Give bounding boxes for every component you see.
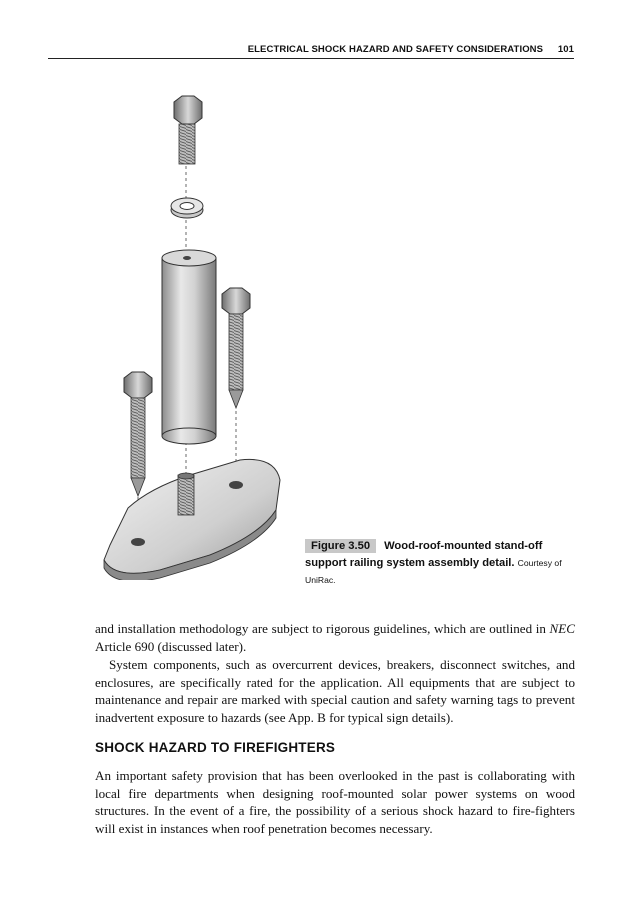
page-number: 101 bbox=[557, 44, 574, 55]
figure-number: Figure 3.50 bbox=[305, 539, 376, 553]
running-title: ELECTRICAL SHOCK HAZARD AND SAFETY CONSIDERATIONS bbox=[247, 44, 544, 55]
p1-text-end: Article 690 (discussed later). bbox=[95, 638, 247, 654]
standoff-cylinder bbox=[162, 250, 216, 444]
figure-title: Wood-roof-mounted stand-off support railing system assembly detail. bbox=[305, 540, 543, 569]
top-hex-bolt bbox=[174, 96, 202, 164]
header-rule bbox=[48, 58, 574, 59]
nec-reference: NEC bbox=[549, 621, 575, 636]
section-heading: SHOCK HAZARD TO FIREFIGHTERS bbox=[95, 740, 336, 755]
left-lag-screw bbox=[124, 372, 152, 496]
figure-credit: Courtesy of UniRac. bbox=[305, 558, 562, 585]
body-paragraph-2: System components, such as overcurrent devices, breakers, disconnect switches, and enclosures, are specifically rated for the application. All equipments that are subject to maintenance and repair are marked with special caution and safety warning tags to prevent inadvertent exposure to hazards (see App. B for typical sign details). bbox=[95, 657, 575, 725]
p1-text-start: and installation methodology are subject to rigorous guidelines, which are outlined in bbox=[95, 621, 550, 636]
standoff-assembly-illustration bbox=[90, 90, 300, 580]
lock-washer bbox=[171, 198, 203, 218]
figure-caption bbox=[305, 538, 575, 589]
body-paragraph-1 bbox=[95, 620, 575, 655]
running-header bbox=[48, 44, 574, 55]
body-paragraph-3: An important safety provision that has been overlooked in the past is collaborating with local fire departments when designing roof-mounted solar power systems on wood structures. In the event of a fire, the possibility of a serious shock hazard to fire-fighters will exist in instances when roof penetration becomes necessary. bbox=[95, 768, 575, 836]
right-lag-screw bbox=[222, 288, 250, 408]
standoff-assembly-figure bbox=[90, 90, 300, 580]
center-stud bbox=[178, 473, 194, 515]
